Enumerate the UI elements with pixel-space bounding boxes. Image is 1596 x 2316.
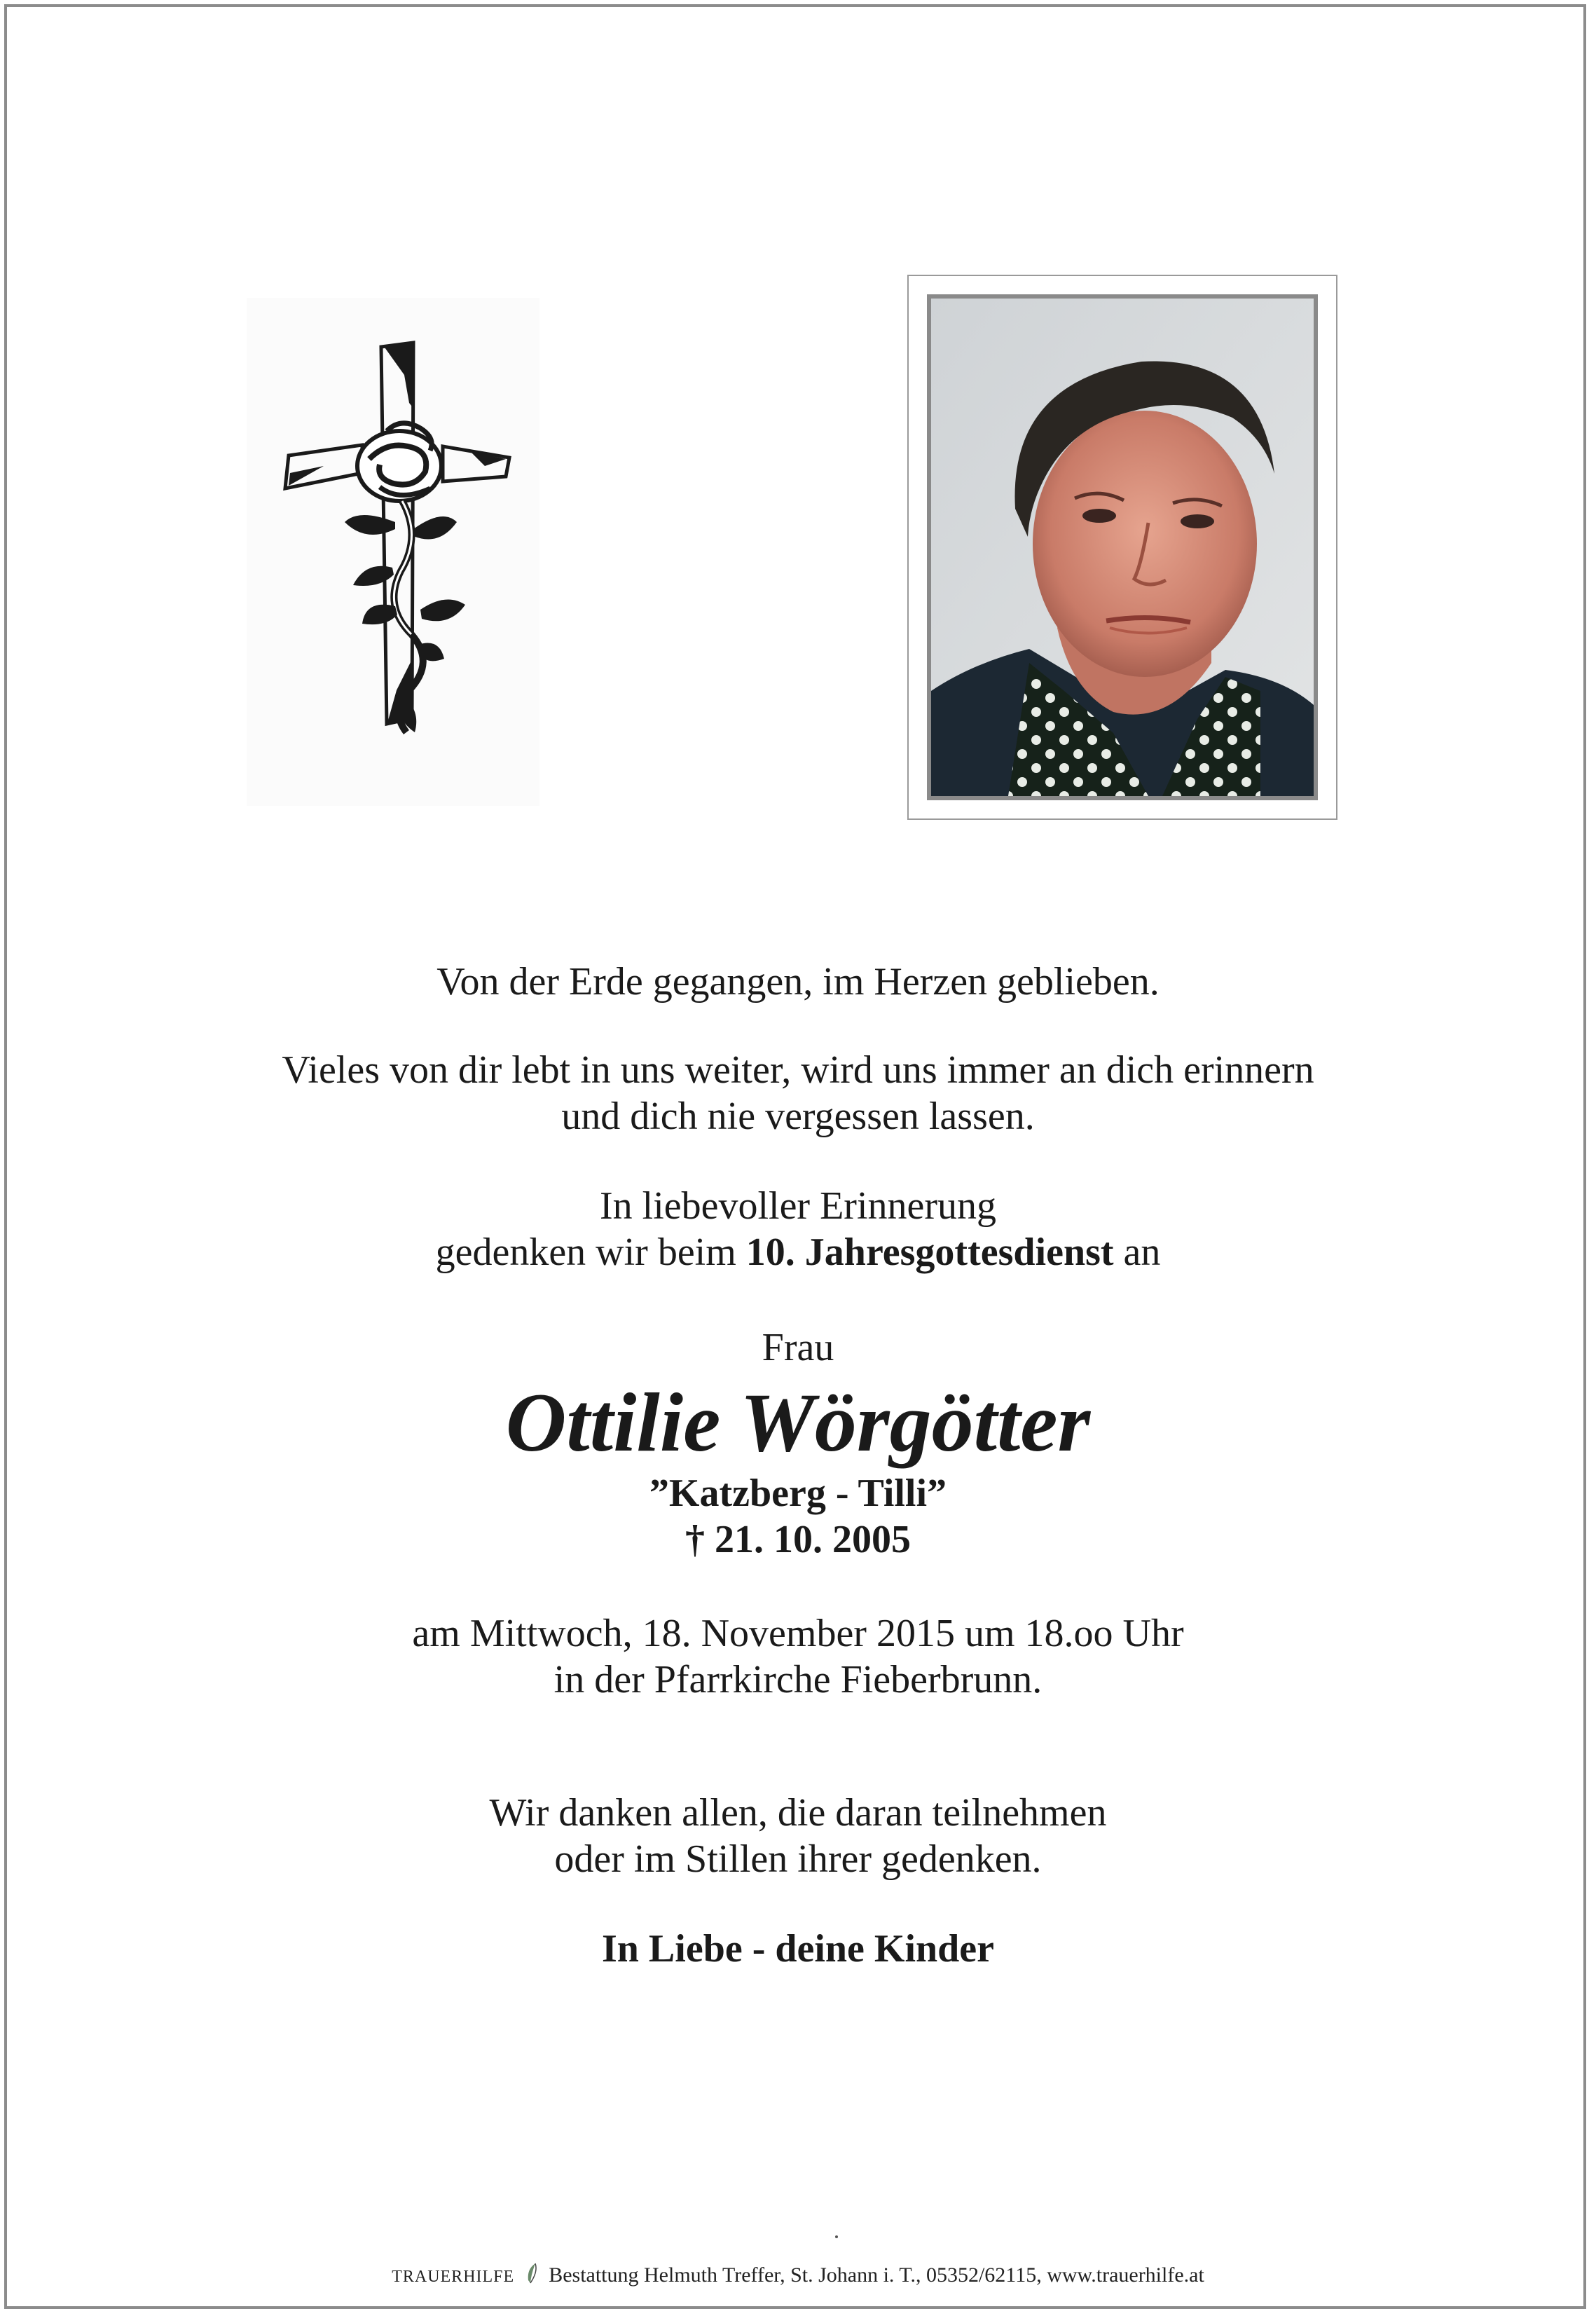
service-line-pre: gedenken wir beim [435,1231,746,1274]
dot-mark [835,2235,838,2238]
verse-line-3: und dich nie vergessen lassen. [561,1095,1035,1138]
footer [0,2262,1596,2291]
nickname: ”Katzberg - Tilli” [649,1472,947,1515]
death-date: † 21. 10. 2005 [685,1518,911,1561]
thanks-line-1: Wir danken allen, die daran teilnehmen [489,1791,1107,1835]
feather-icon [524,2262,539,2291]
portrait-frame [907,275,1337,820]
signature: In Liebe - deine Kinder [601,1927,995,1971]
verse-line-2: Vieles von dir lebt in uns weiter, wird uns immer an dich erinnern [282,1048,1314,1092]
cross-image [247,298,539,806]
footer-info: Bestattung Helmuth Treffer, St. Johann i. T., 05352/62115, www.trauerhilfe.at [549,2263,1204,2287]
portrait-photo [927,294,1318,800]
service-date: am Mittwoch, 18. November 2015 um 18.oo Uhr [412,1612,1184,1655]
salutation: Frau [762,1326,834,1369]
service-line [0,1229,1596,1275]
rose-cross-icon [247,298,539,806]
service-place: in der Pfarrkirche Fieberbrunn. [553,1658,1043,1701]
remembrance-line: In liebevoller Erinnerung [599,1184,996,1228]
verse-line-1: Von der Erde gegangen, im Herzen geblieben. [436,960,1160,1003]
footer-brand: TRAUERHILFE [392,2268,515,2286]
service-line-post: an [1113,1231,1161,1274]
thanks-line-2: oder im Stillen ihrer gedenken. [554,1837,1042,1881]
service-anniversary: 10. Jahresgottesdienst [745,1231,1114,1274]
deceased-name: Ottilie Wörgötter [505,1376,1091,1469]
